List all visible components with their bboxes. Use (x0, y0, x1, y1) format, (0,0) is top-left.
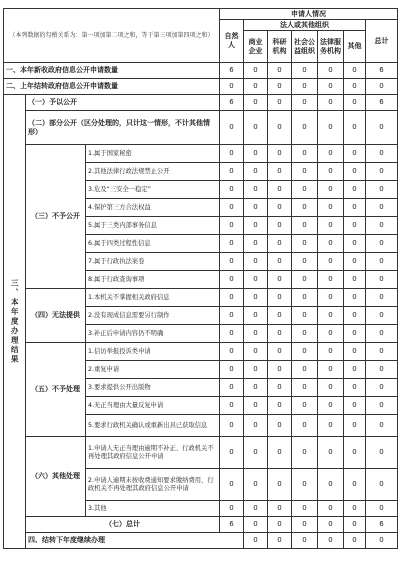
cell-value: 6 (220, 63, 244, 79)
cell-value: 0 (366, 163, 398, 181)
cell-value: 0 (220, 379, 244, 397)
item-label: 2.其他法律行政法规禁止公开 (86, 163, 220, 181)
cell-value: 0 (244, 199, 268, 217)
header-note: （本列数据的勾稽关系为：第一项加第二项之和，等于第三项加第四项之和） (4, 9, 220, 63)
cell-value: 0 (292, 111, 318, 145)
cell-value: 0 (220, 163, 244, 181)
cell-value: 0 (292, 469, 318, 501)
cell-value: 0 (244, 397, 268, 415)
cell-value: 0 (366, 253, 398, 271)
cell-value: 0 (318, 289, 344, 307)
cell-value: 0 (318, 181, 344, 199)
cell-value: 0 (292, 397, 318, 415)
cell-value: 0 (244, 415, 268, 437)
cell-value: 0 (318, 111, 344, 145)
table-row (4, 95, 398, 111)
cell-value: 0 (244, 145, 268, 163)
table-row (4, 145, 398, 163)
item-label: 5.要求行政机关确认或重新出具已获取信息 (86, 415, 220, 437)
cell-value: 0 (344, 397, 366, 415)
item-label: 7.属于行政执法案卷 (86, 253, 220, 271)
cell-value: 0 (344, 343, 366, 361)
table-row (4, 79, 398, 95)
cell-value: 0 (244, 307, 268, 325)
cell-value: 0 (318, 501, 344, 517)
cell-value: 0 (344, 379, 366, 397)
cell-value: 0 (318, 361, 344, 379)
row-label: 二、上年结转政府信息公开申请数量 (4, 79, 220, 95)
cell-value: 0 (344, 111, 366, 145)
cell-value: 0 (268, 253, 292, 271)
row-label: （一）予以公开 (26, 95, 220, 111)
cell-value: 0 (268, 217, 292, 235)
cell-value: 0 (366, 361, 398, 379)
cell-value: 0 (344, 517, 366, 533)
cell-value: 0 (292, 501, 318, 517)
cell-value: 6 (366, 517, 398, 533)
cell-value: 0 (244, 181, 268, 199)
cell-value: 0 (318, 379, 344, 397)
cell-value: 0 (220, 181, 244, 199)
group-label: （六）其他处理 (26, 437, 86, 517)
cell-value: 0 (220, 397, 244, 415)
cell-value: 0 (344, 415, 366, 437)
cell-value: 0 (292, 343, 318, 361)
group-label: （三）不予公开 (26, 145, 86, 289)
cell-value: 0 (244, 501, 268, 517)
cell-value: 0 (366, 181, 398, 199)
cell-value: 0 (220, 79, 244, 95)
cell-value: 0 (268, 289, 292, 307)
item-label: 4.无正当理由大量反复申请 (86, 397, 220, 415)
cell-value: 6 (366, 63, 398, 79)
cell-value: 0 (344, 437, 366, 469)
cell-value: 0 (318, 253, 344, 271)
cell-value: 0 (366, 325, 398, 343)
cell-value: 0 (268, 415, 292, 437)
header-law: 法律服务机构 (318, 31, 344, 63)
cell-value: 0 (366, 235, 398, 253)
table-row (4, 343, 398, 361)
cell-value: 0 (366, 289, 398, 307)
cell-value: 0 (292, 415, 318, 437)
cell-value: 6 (220, 517, 244, 533)
cell-value: 0 (344, 95, 366, 111)
cell-value: 0 (220, 437, 244, 469)
cell-value: 0 (344, 361, 366, 379)
item-label: 2.申请人逾期未按收费通知要求缴纳费用、行政机关不再处理其政府信息公开申请 (86, 469, 220, 501)
item-label: 4.保护第三方合法权益 (86, 199, 220, 217)
cell-value: 0 (344, 289, 366, 307)
cell-value: 0 (268, 235, 292, 253)
cell-value: 0 (318, 79, 344, 95)
cell-value: 0 (244, 325, 268, 343)
cell-value: 0 (244, 271, 268, 289)
row-label: （七）总计 (26, 517, 220, 533)
cell-value: 0 (344, 163, 366, 181)
cell-value: 0 (244, 163, 268, 181)
cell-value: 0 (292, 325, 318, 343)
cell-value: 0 (344, 501, 366, 517)
cell-value: 0 (220, 253, 244, 271)
cell-value: 0 (366, 79, 398, 95)
cell-value: 0 (220, 415, 244, 437)
cell-value: 0 (220, 325, 244, 343)
header-applicant: 申请人情况 (220, 9, 398, 20)
cell-value: 0 (268, 501, 292, 517)
cell-value: 0 (366, 437, 398, 469)
group-label: （四）无法提供 (26, 289, 86, 343)
cell-value: 0 (220, 361, 244, 379)
cell-value: 0 (318, 415, 344, 437)
cell-value: 0 (292, 63, 318, 79)
cell-value: 0 (318, 437, 344, 469)
cell-value: 0 (344, 199, 366, 217)
cell-value: 0 (220, 111, 244, 145)
cell-value: 0 (268, 63, 292, 79)
header-social: 社会公益组织 (292, 31, 318, 63)
cell-value: 0 (292, 253, 318, 271)
cell-value: 0 (268, 271, 292, 289)
item-label: 1.申请人无正当理由逾期不补正、行政机关不再处理其政府信息公开申请 (86, 437, 220, 469)
cell-value: 0 (292, 437, 318, 469)
cell-value: 0 (366, 217, 398, 235)
cell-value: 0 (344, 235, 366, 253)
row-label: 一、本年新收政府信息公开申请数量 (4, 63, 220, 79)
cell-value: 0 (292, 517, 318, 533)
cell-value: 0 (244, 95, 268, 111)
cell-value: 0 (318, 199, 344, 217)
cell-value: 0 (318, 469, 344, 501)
cell-value: 0 (220, 307, 244, 325)
cell-value: 0 (292, 271, 318, 289)
cell-value: 0 (268, 307, 292, 325)
cell-value: 0 (366, 533, 398, 549)
cell-value: 0 (318, 63, 344, 79)
cell-value: 0 (220, 199, 244, 217)
cell-value: 0 (344, 469, 366, 501)
cell-value: 0 (244, 63, 268, 79)
table-row (4, 63, 398, 79)
cell-value: 0 (344, 145, 366, 163)
item-label: 1.属于国家秘密 (86, 145, 220, 163)
cell-value: 0 (292, 145, 318, 163)
item-label: 2.没有现成信息需要另行制作 (86, 307, 220, 325)
cell-value: 0 (344, 325, 366, 343)
section-three-label: 三、本年度办理结果 (4, 95, 26, 549)
cell-value: 0 (318, 325, 344, 343)
cell-value: 0 (244, 533, 268, 549)
cell-value: 0 (268, 469, 292, 501)
cell-value: 0 (268, 361, 292, 379)
cell-value: 0 (244, 79, 268, 95)
cell-value: 0 (318, 95, 344, 111)
cell-value: 0 (220, 469, 244, 501)
row-label: 四、结转下年度继续办理 (26, 533, 244, 549)
cell-value: 0 (366, 111, 398, 145)
cell-value: 0 (292, 533, 318, 549)
item-label: 1.本机关不掌握相关政府信息 (86, 289, 220, 307)
cell-value: 0 (244, 111, 268, 145)
cell-value: 0 (268, 95, 292, 111)
cell-value: 0 (268, 181, 292, 199)
header-legal-group: 法人或其他组织 (244, 20, 366, 31)
cell-value: 0 (318, 397, 344, 415)
cell-value: 0 (318, 145, 344, 163)
table-row (4, 289, 398, 307)
item-label: 2.重复申请 (86, 361, 220, 379)
cell-value: 0 (366, 379, 398, 397)
cell-value: 0 (268, 517, 292, 533)
item-label: 8.属于行政查询事项 (86, 271, 220, 289)
cell-value: 0 (268, 397, 292, 415)
cell-value: 0 (244, 437, 268, 469)
cell-value: 0 (366, 469, 398, 501)
cell-value: 0 (244, 235, 268, 253)
row-label: （二）部分公开（区分处理的，只计这一情形，不计其他情形） (26, 111, 220, 145)
cell-value: 6 (220, 95, 244, 111)
cell-value: 0 (244, 253, 268, 271)
cell-value: 0 (366, 271, 398, 289)
item-label: 3.危及“三安全一稳定” (86, 181, 220, 199)
item-label: 3.补正后申请内容仍不明确 (86, 325, 220, 343)
cell-value: 0 (344, 533, 366, 549)
cell-value: 0 (292, 199, 318, 217)
item-label: 3.要求提供公开出版物 (86, 379, 220, 397)
cell-value: 0 (268, 145, 292, 163)
cell-value: 0 (268, 343, 292, 361)
cell-value: 0 (268, 325, 292, 343)
cell-value: 0 (344, 253, 366, 271)
cell-value: 0 (366, 501, 398, 517)
table-row (4, 517, 398, 533)
cell-value: 0 (366, 307, 398, 325)
cell-value: 0 (220, 235, 244, 253)
cell-value: 0 (292, 95, 318, 111)
cell-value: 0 (220, 217, 244, 235)
header-natural-person: 自然人 (220, 20, 244, 63)
cell-value: 0 (292, 79, 318, 95)
cell-value: 0 (244, 469, 268, 501)
cell-value: 0 (292, 361, 318, 379)
cell-value: 0 (244, 343, 268, 361)
cell-value: 0 (344, 79, 366, 95)
cell-value: 0 (292, 235, 318, 253)
cell-value: 0 (366, 343, 398, 361)
cell-value: 0 (268, 437, 292, 469)
cell-value: 0 (366, 415, 398, 437)
cell-value: 0 (318, 217, 344, 235)
cell-value: 0 (268, 163, 292, 181)
cell-value: 0 (292, 289, 318, 307)
cell-value: 0 (366, 199, 398, 217)
info-disclosure-table (3, 8, 398, 549)
cell-value: 0 (268, 79, 292, 95)
item-label: 1.信访举报投诉类申请 (86, 343, 220, 361)
cell-value: 0 (268, 533, 292, 549)
cell-value: 0 (220, 145, 244, 163)
cell-value: 0 (318, 307, 344, 325)
cell-value: 0 (268, 199, 292, 217)
cell-value: 0 (244, 361, 268, 379)
cell-value: 0 (318, 271, 344, 289)
cell-value: 0 (318, 343, 344, 361)
cell-value: 0 (318, 517, 344, 533)
cell-value: 0 (344, 271, 366, 289)
header-research: 科研机构 (268, 31, 292, 63)
cell-value: 0 (366, 145, 398, 163)
cell-value: 0 (344, 63, 366, 79)
cell-value: 0 (220, 343, 244, 361)
table-row (4, 533, 398, 549)
cell-value: 0 (244, 289, 268, 307)
item-label: 6.属于四类过程性信息 (86, 235, 220, 253)
cell-value: 0 (244, 379, 268, 397)
cell-value: 0 (344, 307, 366, 325)
cell-value: 0 (318, 533, 344, 549)
cell-value: 0 (318, 163, 344, 181)
cell-value: 0 (292, 307, 318, 325)
cell-value: 0 (268, 379, 292, 397)
item-label: 3.其他 (86, 501, 220, 517)
cell-value: 0 (344, 181, 366, 199)
cell-value: 0 (220, 501, 244, 517)
header-enterprise: 商业企业 (244, 31, 268, 63)
group-label: （五）不予处理 (26, 343, 86, 437)
cell-value: 0 (344, 217, 366, 235)
cell-value: 0 (244, 517, 268, 533)
cell-value: 0 (366, 397, 398, 415)
cell-value: 6 (366, 95, 398, 111)
cell-value: 0 (292, 379, 318, 397)
table-row (4, 111, 398, 145)
header-total: 总计 (366, 20, 398, 63)
cell-value: 0 (220, 271, 244, 289)
item-label: 5.属于三类内部事务信息 (86, 217, 220, 235)
cell-value: 0 (292, 181, 318, 199)
cell-value: 0 (244, 217, 268, 235)
header-other: 其他 (344, 31, 366, 63)
cell-value: 0 (292, 217, 318, 235)
cell-value: 0 (268, 111, 292, 145)
cell-value: 0 (220, 289, 244, 307)
cell-value: 0 (292, 163, 318, 181)
cell-value: 0 (318, 235, 344, 253)
table-row (4, 437, 398, 469)
